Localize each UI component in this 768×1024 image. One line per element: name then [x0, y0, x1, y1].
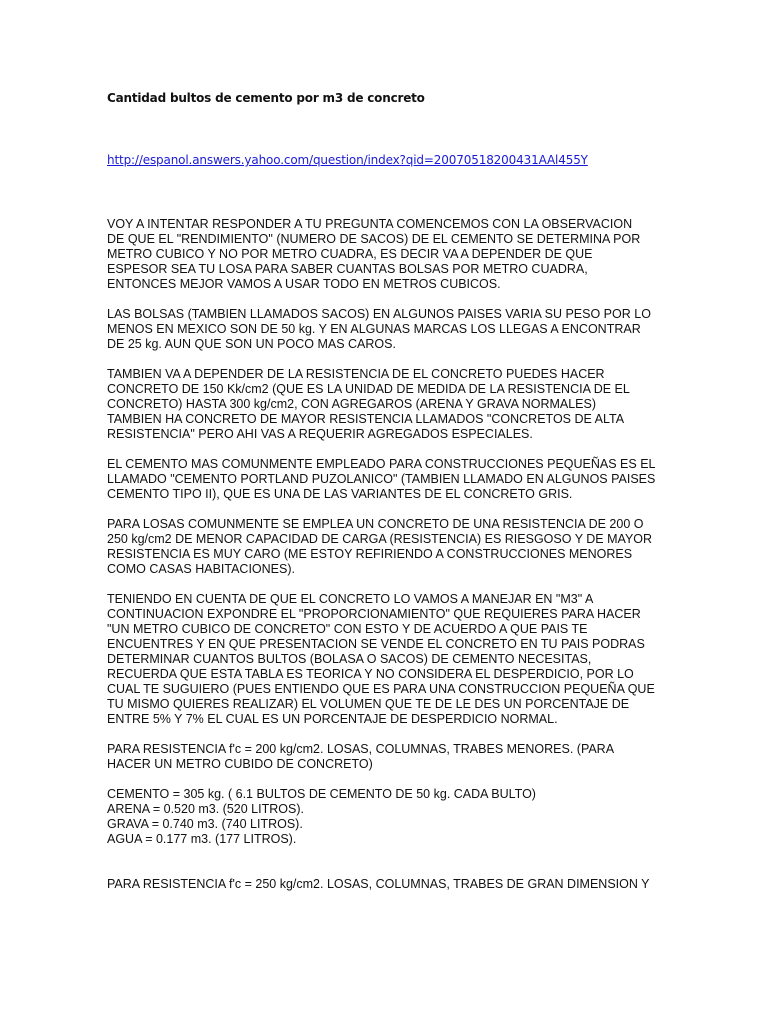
text-line: CONCRETO) HASTA 300 kg/cm2, CON AGREGAROS (ARENA Y GRAVA NORMALES)	[107, 397, 597, 411]
text-line: RECUERDA QUE ESTA TABLA ES TEORICA Y NO CONSIDERA EL DESPERDICIO, POR LO	[107, 667, 634, 681]
text-line: ESPESOR SEA TU LOSA PARA SABER CUANTAS BOLSAS POR METRO CUADRA,	[107, 262, 588, 276]
text-line: DE QUE EL "RENDIMIENTO" (NUMERO DE SACOS) DE EL CEMENTO SE DETERMINA POR	[107, 232, 641, 246]
text-line: PARA RESISTENCIA f'c = 200 kg/cm2. LOSAS, COLUMNAS, TRABES MENORES. (PARA	[107, 742, 615, 756]
text-line: HACER UN METRO CUBIDO DE CONCRETO)	[107, 757, 373, 771]
text-line: TAMBIEN HA CONCRETO DE MAYOR RESISTENCIA LLAMADOS "CONCRETOS DE ALTA	[107, 412, 625, 426]
text-line: "UN METRO CUBICO DE CONCRETO" CON ESTO Y DE ACUERDO A QUE PAIS TE	[107, 622, 588, 636]
text-line: CONCRETO DE 150 Kk/cm2 (QUE ES LA UNIDAD DE MEDIDA DE LA RESISTENCIA DE EL	[107, 382, 630, 396]
text-line: ENTRE 5% Y 7% EL CUAL ES UN PORCENTAJE DE DESPERDICIO NORMAL.	[107, 712, 558, 726]
text-line: PARA RESISTENCIA f'c = 250 kg/cm2. LOSAS, COLUMNAS, TRABES DE GRAN DIMENSION Y	[107, 877, 650, 891]
paragraph	[107, 217, 677, 292]
text-line: AGUA = 0.177 m3. (177 LITROS).	[107, 832, 297, 846]
paragraph	[107, 457, 677, 502]
text-line: TENIENDO EN CUENTA DE QUE EL CONCRETO LO VAMOS A MANEJAR EN "M3" A	[107, 592, 594, 606]
paragraph	[107, 742, 677, 772]
document-body	[107, 217, 677, 907]
text-line: RESISTENCIA" PERO AHI VAS A REQUERIR AGREGADOS ESPECIALES.	[107, 427, 533, 441]
text-line: CEMENTO TIPO II), QUE ES UNA DE LAS VARIANTES DE EL CONCRETO GRIS.	[107, 487, 573, 501]
text-line: LLAMADO "CEMENTO PORTLAND PUZOLANICO" (TAMBIEN LLAMADO EN ALGUNOS PAISES	[107, 472, 656, 486]
paragraph	[107, 307, 677, 352]
text-line: ENTONCES MEJOR VAMOS A USAR TODO EN METROS CUBICOS.	[107, 277, 501, 291]
text-line: CEMENTO = 305 kg. ( 6.1 BULTOS DE CEMENTO DE 50 kg. CADA BULTO)	[107, 787, 536, 801]
text-line: DE 25 kg. AUN QUE SON UN POCO MAS CAROS.	[107, 337, 396, 351]
text-line: COMO CASAS HABITACIONES).	[107, 562, 295, 576]
text-line: LAS BOLSAS (TAMBIEN LLAMADOS SACOS) EN ALGUNOS PAISES VARIA SU PESO POR LO	[107, 307, 651, 321]
text-line: TAMBIEN VA A DEPENDER DE LA RESISTENCIA DE EL CONCRETO PUEDES HACER	[107, 367, 605, 381]
text-line: RESISTENCIA ES MUY CARO (ME ESTOY REFIRIENDO A CONSTRUCCIONES MENORES	[107, 547, 633, 561]
text-line: ARENA = 0.520 m3. (520 LITROS).	[107, 802, 304, 816]
text-line: ENCUENTRES Y EN QUE PRESENTACION SE VENDE EL CONCRETO EN TU PAIS PODRAS	[107, 637, 645, 651]
source-link[interactable]: http://espanol.answers.yahoo.com/question/index?qid=20070518200431AAl455Y	[107, 153, 588, 167]
text-line: CUAL TE SUGUIERO (PUES ENTIENDO QUE ES PARA UNA CONSTRUCCION PEQUEÑA QUE	[107, 682, 655, 696]
text-line: MENOS EN MEXICO SON DE 50 kg. Y EN ALGUNAS MARCAS LOS LLEGAS A ENCONTRAR	[107, 322, 641, 336]
paragraph	[107, 877, 677, 892]
text-line: VOY A INTENTAR RESPONDER A TU PREGUNTA COMENCEMOS CON LA OBSERVACION	[107, 217, 633, 231]
text-line: CONTINUACION EXPONDRE EL "PROPORCIONAMIENTO" QUE REQUIERES PARA HACER	[107, 607, 641, 621]
text-line: GRAVA = 0.740 m3. (740 LITROS).	[107, 817, 303, 831]
text-line: PARA LOSAS COMUNMENTE SE EMPLEA UN CONCRETO DE UNA RESISTENCIA DE 200 O	[107, 517, 644, 531]
text-line: DETERMINAR CUANTOS BULTOS (BOLASA O SACOS) DE CEMENTO NECESITAS,	[107, 652, 592, 666]
text-line: METRO CUBICO Y NO POR METRO CUADRA, ES DECIR VA A DEPENDER DE QUE	[107, 247, 593, 261]
paragraph	[107, 367, 677, 442]
text-line: 250 kg/cm2 DE MENOR CAPACIDAD DE CARGA (RESISTENCIA) ES RIESGOSO Y DE MAYOR	[107, 532, 653, 546]
text-line: EL CEMENTO MAS COMUNMENTE EMPLEADO PARA CONSTRUCCIONES PEQUEÑAS ES EL	[107, 457, 656, 471]
paragraph	[107, 592, 677, 727]
document-title: Cantidad bultos de cemento por m3 de concreto	[107, 91, 425, 105]
paragraph	[107, 517, 677, 577]
paragraph	[107, 787, 677, 847]
text-line: TU MISMO QUIERES REALIZAR) EL VOLUMEN QUE TE DE LE DES UN PORCENTAJE DE	[107, 697, 630, 711]
